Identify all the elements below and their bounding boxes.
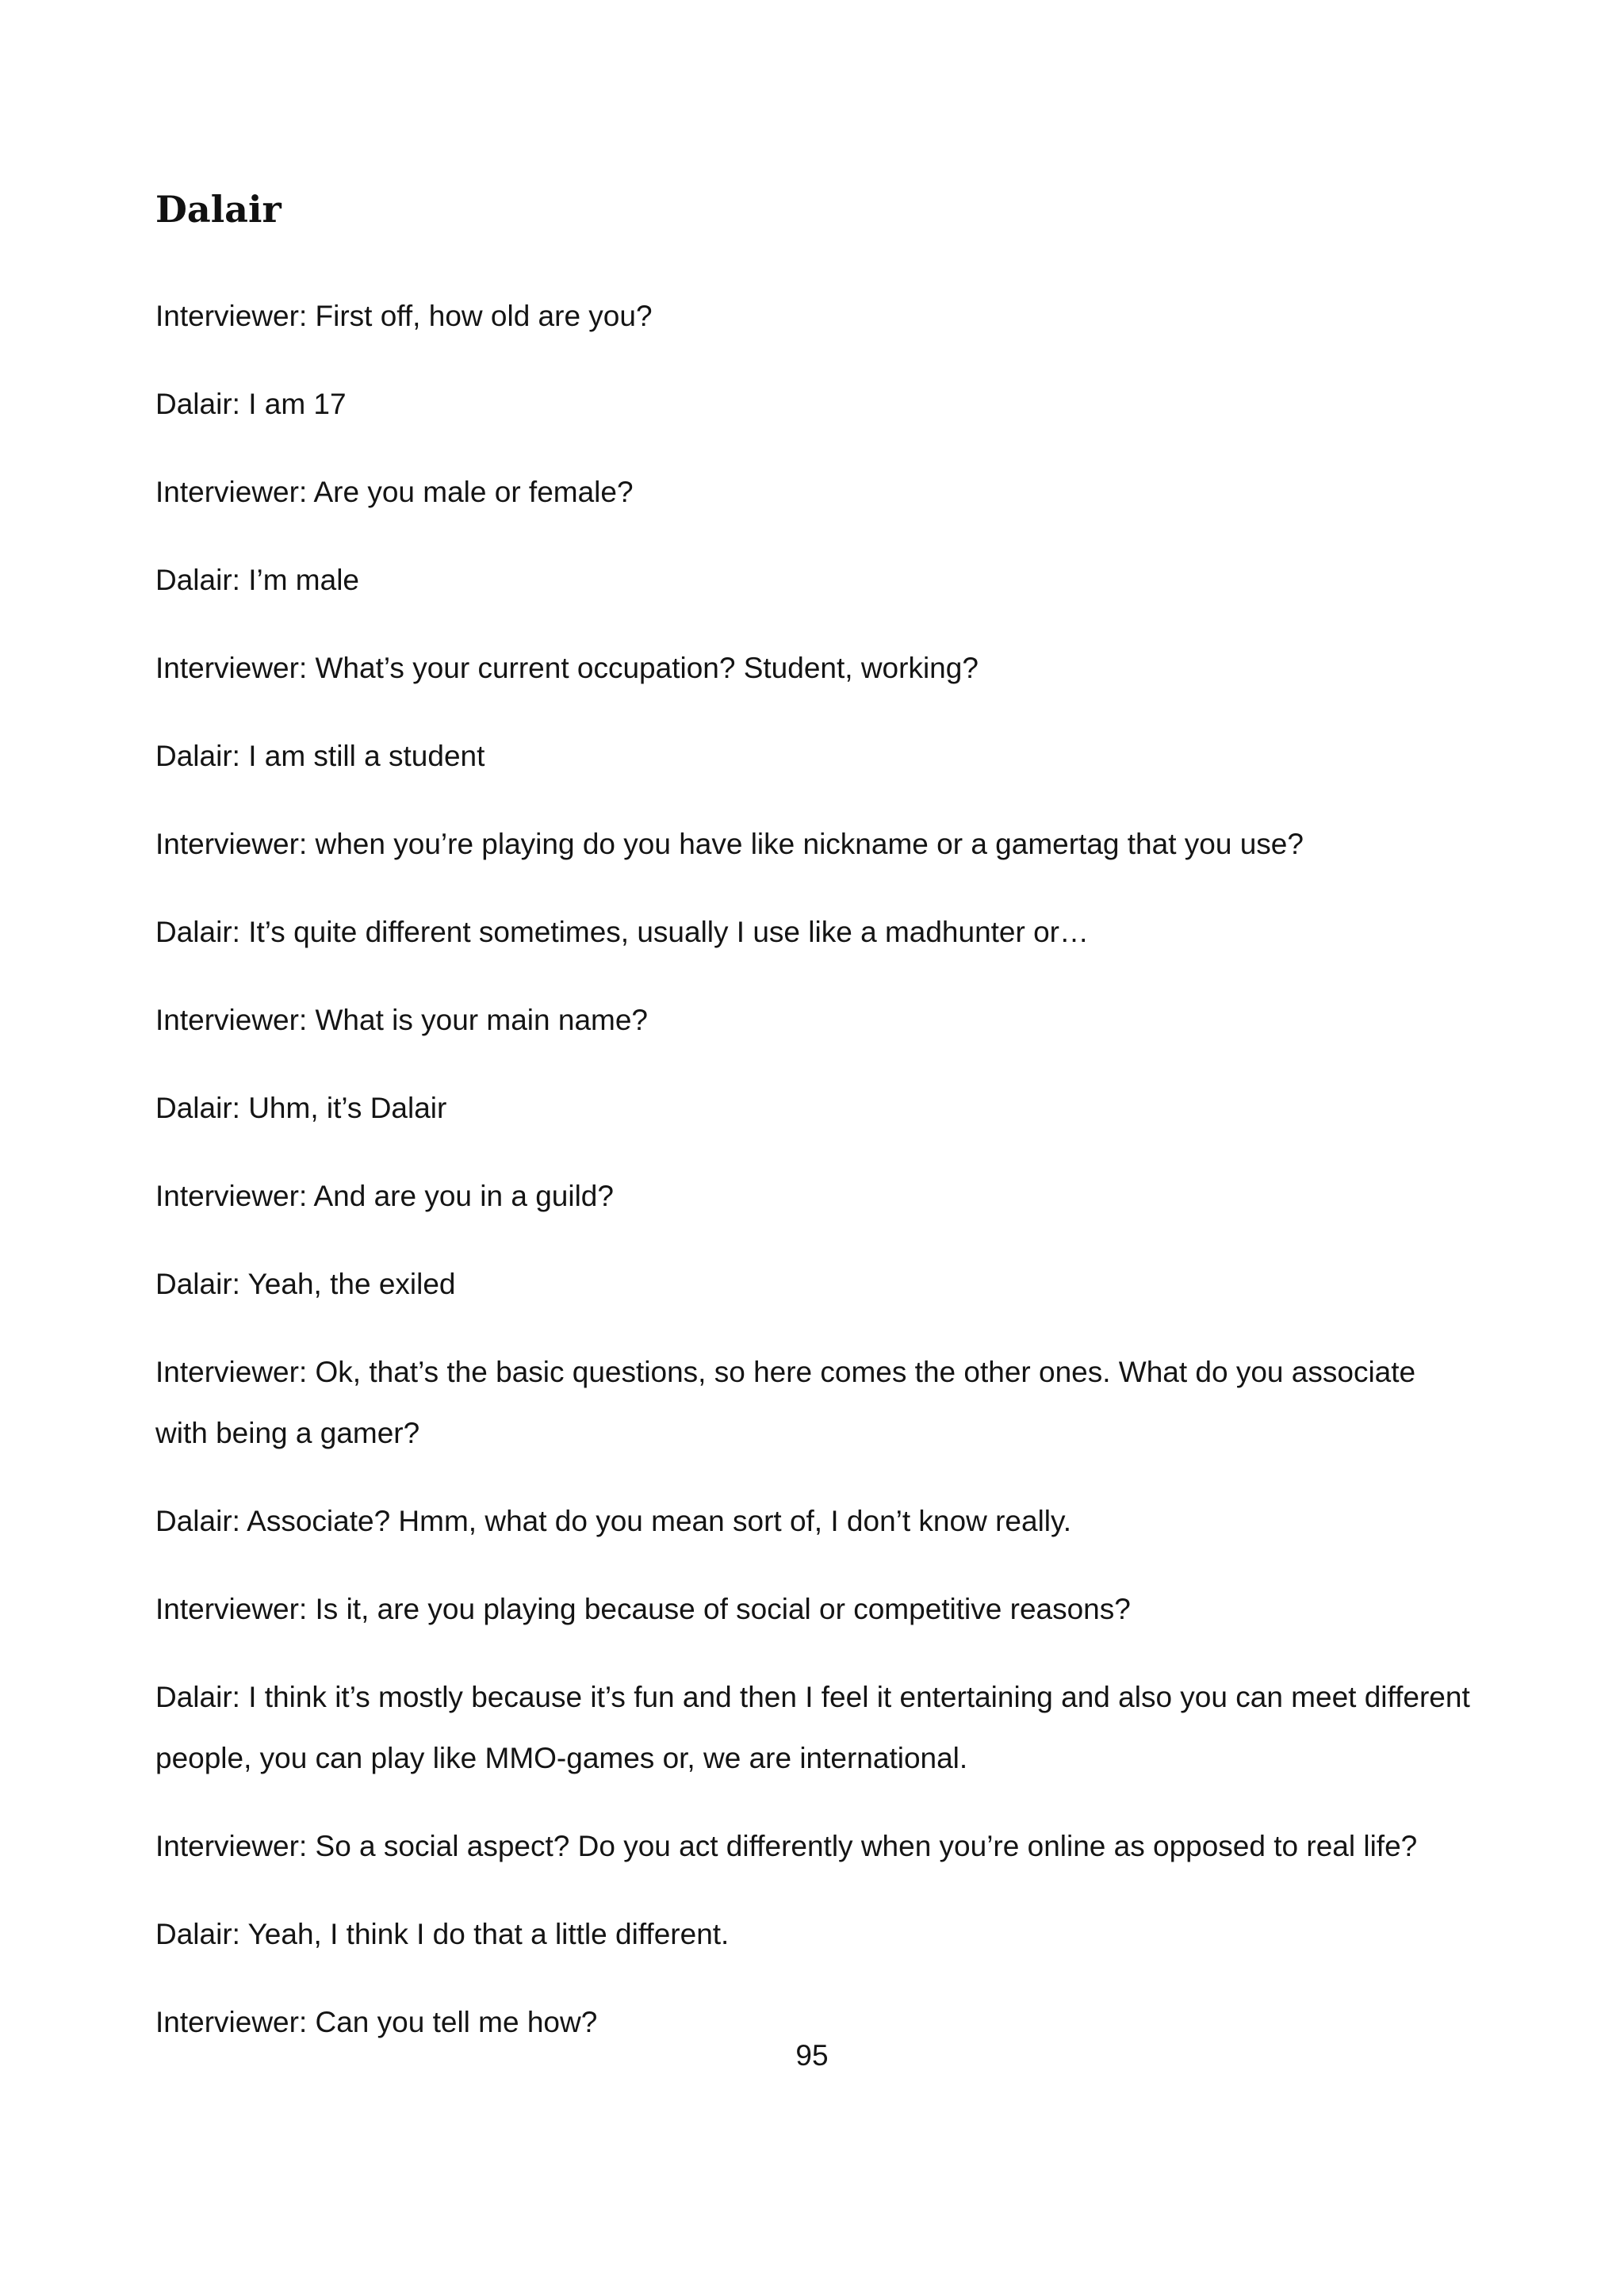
transcript-line: Dalair: Associate? Hmm, what do you mean sort of, I don’t know really.: [155, 1505, 1072, 1537]
interview-transcript: [155, 285, 1472, 2080]
transcript-line: Dalair: Yeah, the exiled: [155, 1268, 456, 1300]
transcript-line: Interviewer: What is your main name?: [155, 1004, 649, 1036]
transcript-line: Interviewer: Are you male or female?: [155, 476, 634, 508]
transcript-line: Interviewer: First off, how old are you?: [155, 300, 653, 332]
page-number: 95: [795, 2039, 829, 2072]
transcript-line: Dalair: Yeah, I think I do that a little different.: [155, 1918, 730, 1950]
transcript-line: Dalair: Uhm, it’s Dalair: [155, 1092, 447, 1124]
transcript-line: Interviewer: So a social aspect? Do you act differently when you’re online as opposed to real life?: [155, 1830, 1418, 1862]
transcript-line: Interviewer: And are you in a guild?: [155, 1180, 614, 1212]
transcript-line: Interviewer: Ok, that’s the basic questions, so here comes the other ones. What do you associate with being a gamer?: [155, 1356, 1416, 1449]
transcript-line: Interviewer: when you’re playing do you have like nickname or a gamertag that you use?: [155, 828, 1304, 860]
transcript-line: Interviewer: What’s your current occupation? Student, working?: [155, 652, 979, 684]
transcript-line: Dalair: I think it’s mostly because it’s fun and then I feel it entertaining and also you can meet different people, you can play like MMO-games or, we are international.: [155, 1681, 1470, 1774]
transcript-line: Interviewer: Is it, are you playing because of social or competitive reasons?: [155, 1593, 1131, 1625]
transcript-line: Dalair: I’m male: [155, 564, 359, 596]
transcript-line: Dalair: I am still a student: [155, 740, 485, 772]
transcript-line: Interviewer: Can you tell me how?: [155, 2006, 598, 2038]
transcript-line: Dalair: I am 17: [155, 388, 347, 420]
transcript-line: Dalair: It’s quite different sometimes, usually I use like a madhunter or…: [155, 916, 1090, 948]
section-title: Dalair: [155, 188, 282, 231]
